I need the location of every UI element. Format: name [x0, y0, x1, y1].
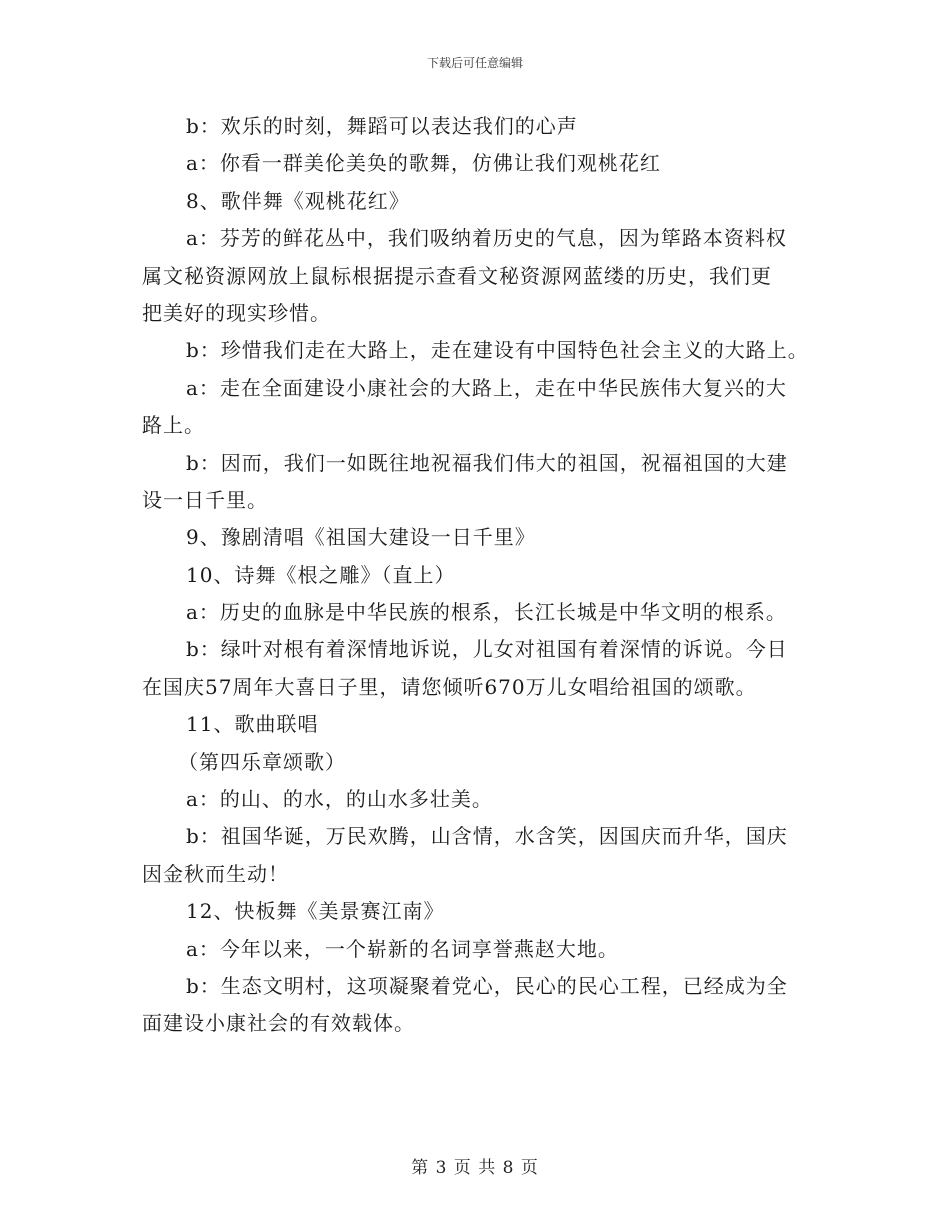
- text-line: 9、豫剧清唱《祖国大建设一日千里》: [186, 525, 536, 550]
- text-line: 属文秘资源网放上鼠标根据提示查看文秘资源网蓝缕的历史，我们更: [142, 263, 772, 288]
- text-line: 8、歌伴舞《观桃花红》: [186, 188, 410, 213]
- text-line: 10、诗舞《根之雕》（直上）: [186, 562, 456, 587]
- text-line: 在国庆57周年大喜日子里，请您倾听670万儿女唱给祖国的颂歌。: [142, 674, 757, 699]
- text-line: a：今年以来，一个崭新的名词享誉燕赵大地。: [186, 936, 619, 961]
- text-line: b：祖国华诞，万民欢腾，山含情，水含笑，因国庆而升华，国庆: [186, 824, 788, 849]
- text-line: 12、快板舞《美景赛江南》: [186, 899, 445, 924]
- text-line: a：芬芳的鲜花丛中，我们吸纳着历史的气息，因为筚路本资料权: [186, 226, 787, 251]
- text-line: b：珍惜我们走在大路上，走在建设有中国特色社会主义的大路上。: [186, 338, 809, 363]
- text-line: a：走在全面建设小康社会的大路上，走在中华民族伟大复兴的大: [186, 375, 787, 400]
- text-line: 面建设小康社会的有效载体。: [142, 1011, 415, 1036]
- text-line: 路上。: [142, 413, 205, 438]
- text-line: （第四乐章颂歌）: [178, 749, 346, 774]
- text-line: 因金秋而生动！: [142, 861, 289, 886]
- text-line: b：因而，我们一如既往地祝福我们伟大的祖国，祝福祖国的大建: [186, 450, 788, 475]
- text-line: 设一日千里。: [142, 487, 268, 512]
- page-header: 下载后可任意编辑: [426, 56, 523, 70]
- page-footer: 第 3 页 共 8 页: [411, 1158, 539, 1178]
- text-line: b：绿叶对根有着深情地诉说，儿女对祖国有着深情的诉说。今日: [186, 637, 788, 662]
- text-line: 把美好的现实珍惜。: [142, 300, 331, 325]
- text-line: b：欢乐的时刻，舞蹈可以表达我们的心声: [186, 114, 578, 138]
- text-line: b：生态文明村，这项凝聚着党心，民心的民心工程，已经成为全: [186, 973, 788, 998]
- text-line: a：的山、的水，的山水多壮美。: [186, 787, 493, 812]
- text-line: a：历史的血脉是中华民族的根系，长江长城是中华文明的根系。: [186, 600, 787, 625]
- document-body: [142, 108, 822, 1043]
- text-line: a：你看一群美伦美奂的歌舞，仿佛让我们观桃花红: [186, 151, 661, 176]
- text-line: 11、歌曲联唱: [186, 712, 319, 737]
